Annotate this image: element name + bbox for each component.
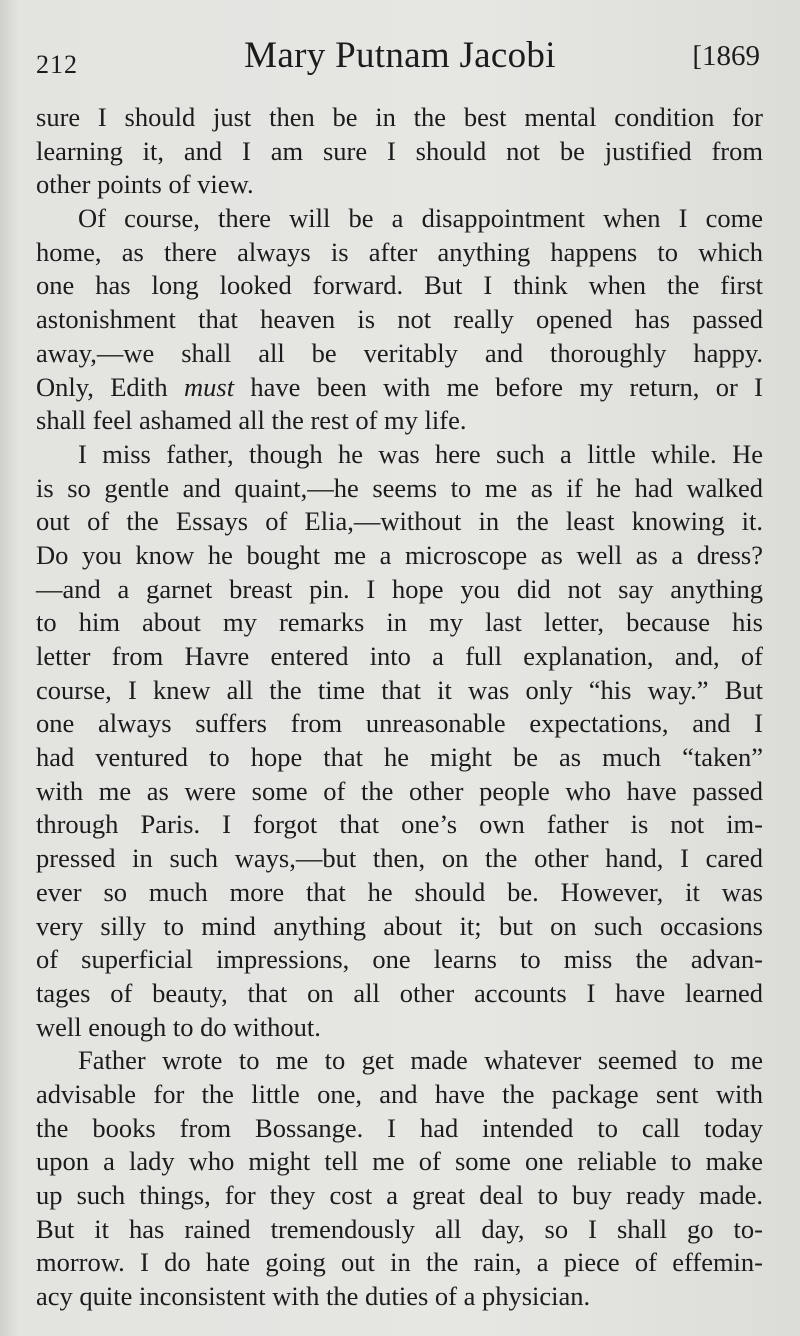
text-line: up such things, for they cost a great deal to buy ready made. <box>36 1180 763 1210</box>
text-line: Do you know he bought me a microscope as well as a dress? <box>36 539 763 570</box>
text-line: Father wrote to me to get made whatever seemed to me <box>78 1045 763 1076</box>
text-segment: have been with me before my return, or I <box>234 371 763 402</box>
text-line: one has long looked forward. But I think when the first <box>36 270 763 301</box>
text-line: But it has rained tremendously all day, so I shall go to- <box>36 1213 763 1244</box>
text-line: had ventured to hope that he might be as much “taken” <box>36 742 763 773</box>
body-text <box>36 101 763 1314</box>
text-line: pressed in such ways,—but then, on the other hand, I cared <box>36 843 763 874</box>
text-line: upon a lady who might tell me of some one reliable to make <box>36 1146 763 1177</box>
text-line: very silly to mind anything about it; but on such occasions <box>36 910 763 941</box>
running-title: Mary Putnam Jacobi <box>244 35 556 76</box>
emphasized-word: must <box>184 371 235 402</box>
page-number: 212 <box>36 50 78 79</box>
text-line: morrow. I do hate going out in the rain, a piece of effemin- <box>36 1247 763 1278</box>
text-line: with me as were some of the other people who have passed <box>36 775 763 806</box>
text-line: —and a garnet breast pin. I hope you did not say anything <box>36 573 763 604</box>
text-line: well enough to do without. <box>36 1011 321 1042</box>
text-line: Of course, there will be a disappointment when I come <box>78 203 763 234</box>
text-line: acy quite inconsistent with the duties of a physician. <box>36 1281 591 1312</box>
text-line: advisable for the little one, and have the package sent with <box>36 1078 763 1109</box>
text-line: letter from Havre entered into a full explanation, and, of <box>36 641 763 671</box>
text-line: shall feel ashamed all the rest of my life. <box>36 405 467 436</box>
text-line: learning it, and I am sure I should not be justified from <box>36 135 763 166</box>
text-line <box>36 371 763 405</box>
text-line: the books from Bossange. I had intended to call today <box>36 1112 763 1143</box>
text-line: tages of beauty, that on all other accounts I have learned <box>36 977 763 1008</box>
text-line: sure I should just then be in the best mental condition for <box>36 102 763 132</box>
text-line: through Paris. I forgot that one’s own father is not im- <box>36 809 763 840</box>
text-line: is so gentle and quaint,—he seems to me as if he had walked <box>36 472 763 503</box>
text-line: astonishment that heaven is not really opened has passed <box>36 304 763 335</box>
text-segment: Only, Edith <box>36 371 184 402</box>
text-line: out of the Essays of Elia,—without in the least knowing it. <box>36 506 763 537</box>
text-line: I miss father, though he was here such a little while. He <box>78 438 763 469</box>
text-line: ever so much more that he should be. However, it was <box>36 876 763 907</box>
text-line: course, I knew all the time that it was only “his way.” But <box>36 674 763 705</box>
text-line: of superficial impressions, one learns to miss the advan- <box>36 944 763 975</box>
text-line: to him about my remarks in my last letter, because his <box>36 607 763 638</box>
text-line: away,—we shall all be veritably and thoroughly happy. <box>36 337 763 368</box>
text-line: other points of view. <box>36 169 254 200</box>
page-header <box>0 30 800 90</box>
text-line: one always suffers from unreasonable expectations, and I <box>36 708 763 739</box>
year-marker: [1869 <box>692 40 760 72</box>
text-line: home, as there always is after anything happens to which <box>36 236 763 267</box>
